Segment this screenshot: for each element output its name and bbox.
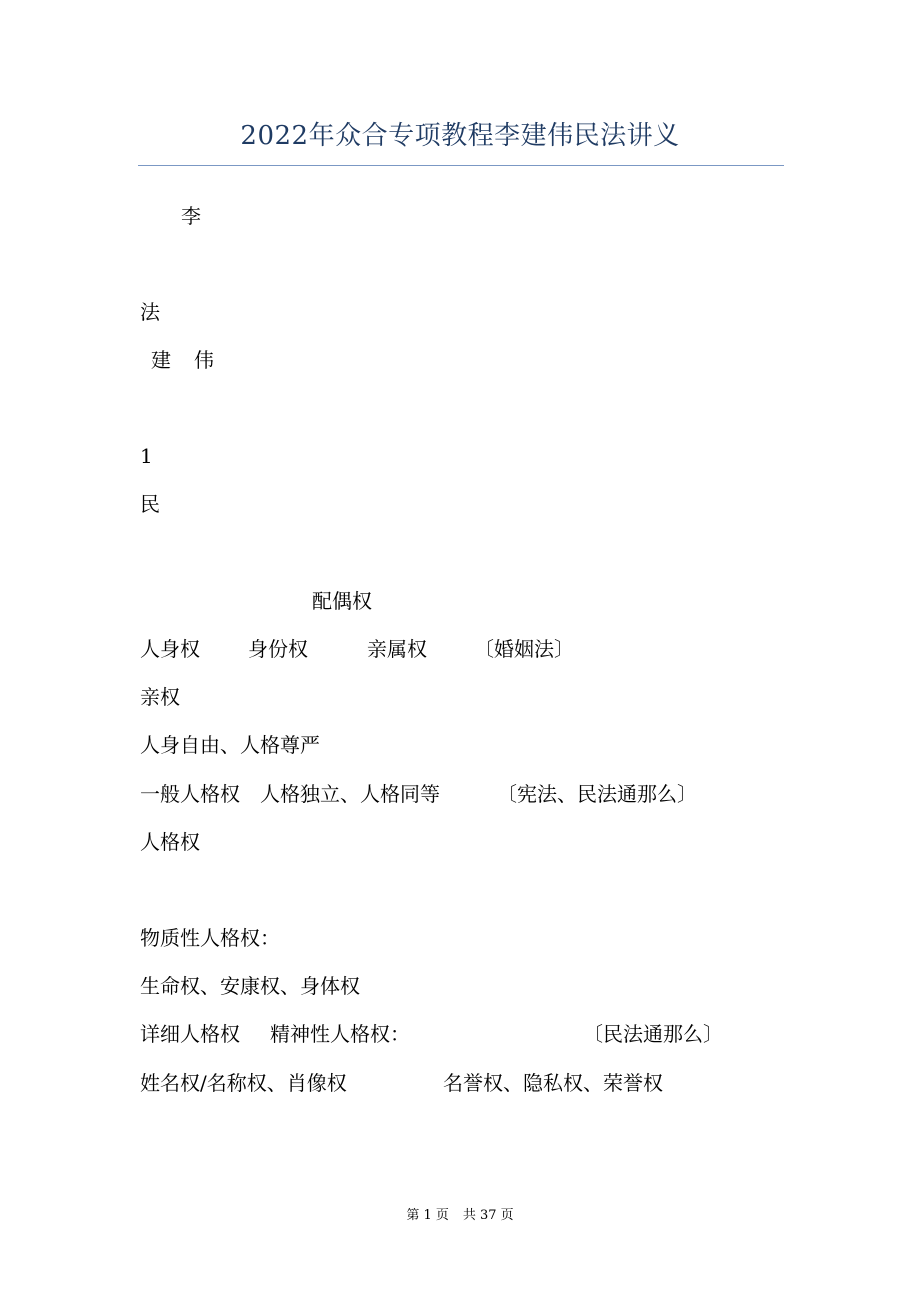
text-hunyinfa: 〔婚姻法〕 (474, 637, 574, 661)
text-xingming: 姓名权/名称权、肖像权 (140, 1071, 347, 1095)
text-min: 民 (140, 492, 160, 516)
text-qinquan: 亲权 (140, 685, 180, 709)
document-title: 2022年众合专项教程李建伟民法讲义 (240, 121, 680, 151)
text-yibanrengequan: 一般人格权 (140, 782, 240, 806)
text-wei: 伟 (194, 348, 214, 372)
text-fa: 法 (140, 300, 160, 324)
text-mingyu: 名誉权、隐私权、荣誉权 (443, 1071, 663, 1095)
text-renshenquan: 人身权 (140, 637, 200, 661)
text-shengming: 生命权、安康权、身体权 (140, 974, 360, 998)
text-wuzhixing: 物质性人格权： (140, 926, 280, 950)
text-qinshuquan: 亲属权 (367, 637, 427, 661)
text-rengequan: 人格权 (140, 830, 200, 854)
page-total: 共 37 页 (462, 1208, 514, 1223)
title-underline (138, 165, 784, 166)
text-li: 李 (181, 204, 201, 228)
text-minfatong: 〔民法通那么〕 (583, 1022, 723, 1046)
text-jingshen: 精神性人格权： (270, 1022, 410, 1046)
text-xiangxi: 详细人格权 (140, 1022, 240, 1046)
text-renshenziyou: 人身自由、人格尊严 (140, 733, 320, 757)
page-number: 第 1 页 (406, 1208, 449, 1223)
page-footer (0, 1206, 920, 1226)
text-jian: 建 (151, 348, 171, 372)
text-rengeduli: 人格独立、人格同等 (260, 782, 440, 806)
text-xianfa: 〔宪法、民法通那么〕 (497, 782, 697, 806)
text-number-1: 1 (140, 444, 153, 468)
text-shenfenquan: 身份权 (248, 637, 308, 661)
text-peiouquan: 配偶权 (312, 589, 372, 613)
